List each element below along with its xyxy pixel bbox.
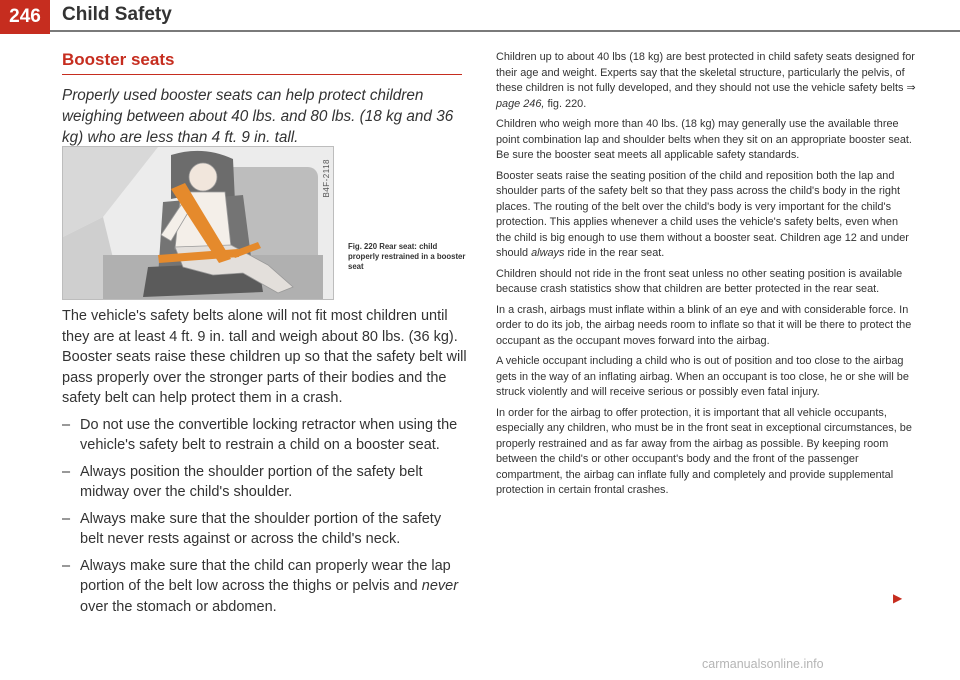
- continue-arrow-icon: ▶: [893, 591, 903, 605]
- bullet-emphasis: never: [421, 578, 459, 594]
- bullet-item: [62, 462, 467, 503]
- bullet-dash: –: [62, 557, 71, 574]
- intro-text: Properly used booster seats can help protect children weighing between about 40 lbs. and 80 lbs. (18 kg and 36 kg) who are less than 4 ft. 9 in. tall.: [62, 87, 454, 146]
- bullet-dash: –: [62, 416, 71, 433]
- bullet-item: [62, 509, 467, 550]
- paragraph-three-point-belts: Children who weigh more than 40 lbs. (18 kg) may generally use the available three point combination lap and shoulder belts when they sit on an appropriate booster seat. Be sure the booster seat meets all applicable safety standards.: [496, 118, 912, 161]
- paragraph-text-end: ride in the rear seat.: [564, 247, 665, 259]
- header-divider: [50, 30, 960, 32]
- section-heading: Booster seats: [62, 50, 175, 69]
- paragraph-text: Booster seats raise the seating position of the child and reposition both the lap and shoulder parts of the safety belt so that they pass across the child's body in the right places. The routing of the belt over the child's body is very important for the child's protection. This applies whenever a child uses the vehicle's safety belts, even when the child is big enough to use them without a booster seat. Children age 12 and under should: [496, 169, 909, 259]
- footer-watermark: carmanualsonline.info: [702, 657, 824, 671]
- paragraph-child-seats: [496, 50, 916, 112]
- left-body: [62, 306, 467, 623]
- paragraph-front-seat: Children should not ride in the front seat unless no other seating position is available because crash statistics show that children are better protected in the rear seat.: [496, 267, 903, 295]
- booster-paragraph: The vehicle's safety belts alone will not fit most children until they are at least 4 ft. 9 in. tall and weigh about 80 lbs. (36 kg). Booster seats raise these children up so that the safety belt will pass properly over the stronger parts of their bodies and the safety belt can help protect them in a crash.: [62, 308, 467, 406]
- emphasis-always: always: [531, 247, 565, 259]
- bullet-dash: –: [62, 463, 71, 480]
- bullet-text-start: Always make sure that the child can properly wear the lap portion of the belt low across the thighs or pelvis and: [80, 557, 451, 594]
- bullet-dash: –: [62, 510, 71, 527]
- bullet-text: Do not use the convertible locking retractor when using the vehicle's safety belt to restrain a child on a booster seat.: [80, 416, 458, 453]
- figure-code: B4F-2118: [322, 159, 331, 198]
- booster-seat-figure: [62, 146, 334, 300]
- figure-reference: fig. 220.: [544, 97, 587, 110]
- right-column: [496, 50, 916, 504]
- paragraph-out-of-position: A vehicle occupant including a child who is out of position and too close to the airbag gets in the way of an inflating airbag. When an occupant is too close, he or she will be struck violently and will receive serious or possibly even fatal injury.: [496, 355, 909, 398]
- chapter-title: Child Safety: [62, 4, 172, 25]
- paragraph-belt-routing: [496, 169, 916, 262]
- paragraph-text: Children up to about 40 lbs (18 kg) are best protected in child safety seats designed for their age and weight. Experts say that the skeletal structure, particularly the pelvis, of these children is not fully developed, and they should not use the vehicle safety belts: [496, 51, 915, 94]
- figure-caption: Fig. 220 Rear seat: child properly restrained in a booster seat: [348, 242, 466, 271]
- bullet-text: Always make sure that the shoulder portion of the safety belt never rests against or across the child's neck.: [80, 510, 442, 547]
- page-number-tab: 246: [0, 0, 50, 34]
- bullet-item: [62, 415, 467, 456]
- paragraph-airbag-inflation: In a crash, airbags must inflate within a blink of an eye and with considerable force. In order to do its job, the airbag needs room to inflate so that it will be there to protect the occupant as the occupant moves forward into the airbag.: [496, 303, 912, 347]
- bullet-text: Always position the shoulder portion of the safety belt midway over the child's shoulder.: [80, 463, 423, 500]
- paragraph-restraint: In order for the airbag to offer protection, it is important that all vehicle occupants, especially any children, who must be in the front seat in exceptional circumstances, be properly restrained and as far away from the airbag as possible. By keeping room between the child's or other occupant's body and the front of the passenger compartment, the airbag can inflate fully and completely and provide supplemental protection in certain frontal crashes.: [496, 406, 912, 496]
- section-divider: [62, 74, 462, 75]
- child-head: [189, 163, 217, 191]
- page-reference-link[interactable]: ⇒ page 246,: [496, 82, 916, 110]
- bullet-item: [62, 556, 467, 618]
- booster-seat-illustration: [63, 147, 333, 299]
- bullet-list: [62, 415, 467, 618]
- bullet-text-end: over the stomach or abdomen.: [80, 598, 277, 615]
